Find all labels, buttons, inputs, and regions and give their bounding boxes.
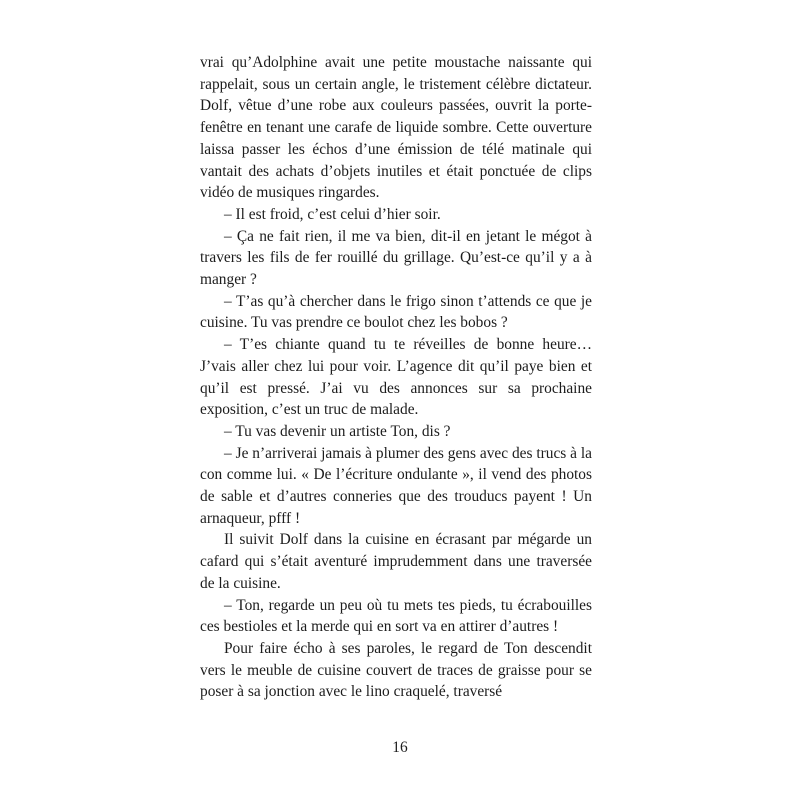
paragraph-8: Il suivit Dolf dans la cuisine en écrasant par mégarde un cafard qui s’était aventuré imprudemment dans une traversée de la cuisine. (200, 531, 592, 592)
body-text (200, 52, 592, 703)
paragraph-9: – Ton, regarde un peu où tu mets tes pieds, tu écrabouilles ces bestioles et la merde qui en sort va en attirer d’autres ! (200, 596, 592, 636)
paragraph-1: vrai qu’Adolphine avait une petite moustache naissante qui rappelait, sous un certain angle, le tristement célèbre dictateur. Dolf, vêtue d’une robe aux couleurs passées, ouvrit la porte-fenêtre en tenant une carafe de liquide sombre. Cette ouverture laissa passer les échos d’une émission de télé matinale qui vantait des achats d’objets inutiles et était ponctuée de clips vidéo de musiques ringardes. (200, 54, 592, 202)
paragraph-5: – T’es chiante quand tu te réveilles de bonne heure… J’vais aller chez lui pour voir. L’agence dit qu’il paye bien et qu’il est pressé. J’ai vu des annonces sur sa prochaine exposition, c’est un truc de malade. (200, 336, 592, 419)
paragraph-6: – Tu vas devenir un artiste Ton, dis ? (224, 422, 451, 440)
paragraph-7: – Je n’arriverai jamais à plumer des gens avec des trucs à la con comme lui. « De l’écriture ondulante », il vend des photos de sable et d’autres conneries que des trouducs payent ! Un arnaqueur, pfff ! (200, 444, 592, 527)
paragraph-3: – Ça ne fait rien, il me va bien, dit-il en jetant le mégot à travers les fils de fer rouillé du grillage. Qu’est-ce qu’il y a à manger ? (200, 227, 592, 289)
paragraph-2: – Il est froid, c’est celui d’hier soir. (224, 205, 441, 223)
paragraph-10: Pour faire écho à ses paroles, le regard de Ton descendit vers le meuble de cuisine couvert de traces de graisse pour se poser à sa jonction avec le lino craquelé, traversé (200, 639, 592, 701)
page-number: 16 (392, 739, 408, 756)
paragraph-4: – T’as qu’à chercher dans le frigo sinon t’attends ce que je cuisine. Tu vas prendre ce boulot chez les bobos ? (200, 292, 592, 332)
